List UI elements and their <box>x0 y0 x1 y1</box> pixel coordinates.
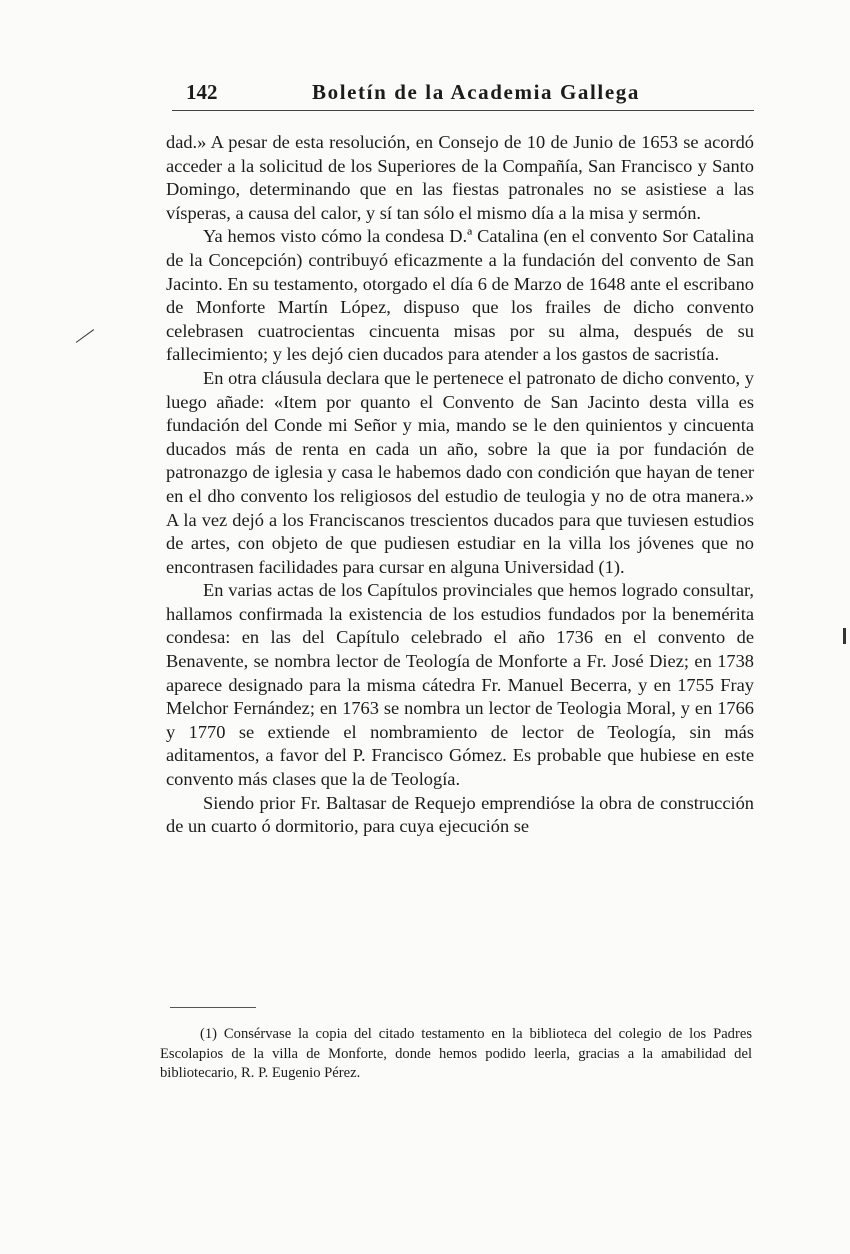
footnote-rule <box>170 1007 256 1008</box>
footnote: (1) Consérvase la copia del citado testamento en la biblioteca del colegio de los Padres Escolapios de la villa de Monforte, donde hemos podido leerla, gracias a la amabilidad del bibliotecario, R. P. Eugenio Pérez. <box>160 1026 752 1082</box>
paragraph-4: En varias actas de los Capítulos provinciales que hemos logrado consultar, hallamos confirmada la existencia de los estudios fundados por la benemérita condesa: en las del Capítulo celebrado el año 1736 en el convento de Benavente, se nombra lector de Teología de Monforte a Fr. José Diez; en 1738 aparece designado para la misma cátedra Fr. Manuel Becerra, y en 1755 Fray Melchor Fernández; en 1763 se nombra un lector de Teologia Moral, y en 1766 y 1770 se extiende el nombramiento de lector de Teología, sin más aditamentos, a favor del P. Francisco Gómez. Es probable que hubiese en este convento más clases que la de Teología. <box>166 580 754 790</box>
paragraph-5: Siendo prior Fr. Baltasar de Requejo emprendióse la obra de construcción de un cuarto ó dormitorio, para cuya ejecución se <box>166 792 754 837</box>
body-text <box>166 131 754 839</box>
running-title: Boletín de la Academia Gallega <box>312 80 640 104</box>
paragraph-3: En otra cláusula declara que le pertenece el patronato de dicho convento, y luego añade: «Item por quanto el Convento de San Jacinto desta villa es fundación del Conde mi Señor y mia, mando se le den quinientos y cincuenta ducados más de renta en cada un año, sobre la que ia por fundación de patronazgo de iglesia y casa le habemos dado con condición que hayan de tener en el dho convento los religiosos del estudio de teulogia y no de otra manera.» A la vez dejó a los Franciscanos trescientos ducados para que tuviesen estudios de artes, con objeto de que pudiesen estudiar en la villa los jóvenes que no encontrasen facilidades para cursar en alguna Universidad (1). <box>166 367 754 577</box>
margin-edge-mark <box>843 628 846 644</box>
paragraph-1: dad.» A pesar de esta resolución, en Consejo de 10 de Junio de 1653 se acordó acceder a la solicitud de los Superiores de la Compañía, San Francisco y Santo Domingo, determinando que en las fiestas patronales no se asistiese a las vísperas, a causa del calor, y sí tan sólo el mismo día a la misa y sermón. <box>166 132 754 223</box>
header-rule <box>172 110 754 111</box>
paragraph-2: Ya hemos visto cómo la condesa D.ª Catalina (en el convento Sor Catalina de la Concepción) contribuyó eficazmente a la fundación del convento de San Jacinto. En su testamento, otorgado el día 6 de Marzo de 1648 ante el escribano de Monforte Martín López, dispuso que los frailes de dicho convento celebrasen cuatrocientas cincuenta misas por su alma, después de su fallecimiento; y les dejó cien ducados para atender a los gastos de sacristía. <box>166 226 754 365</box>
page-number: 142 <box>186 80 218 104</box>
margin-pencil-mark <box>76 329 94 343</box>
